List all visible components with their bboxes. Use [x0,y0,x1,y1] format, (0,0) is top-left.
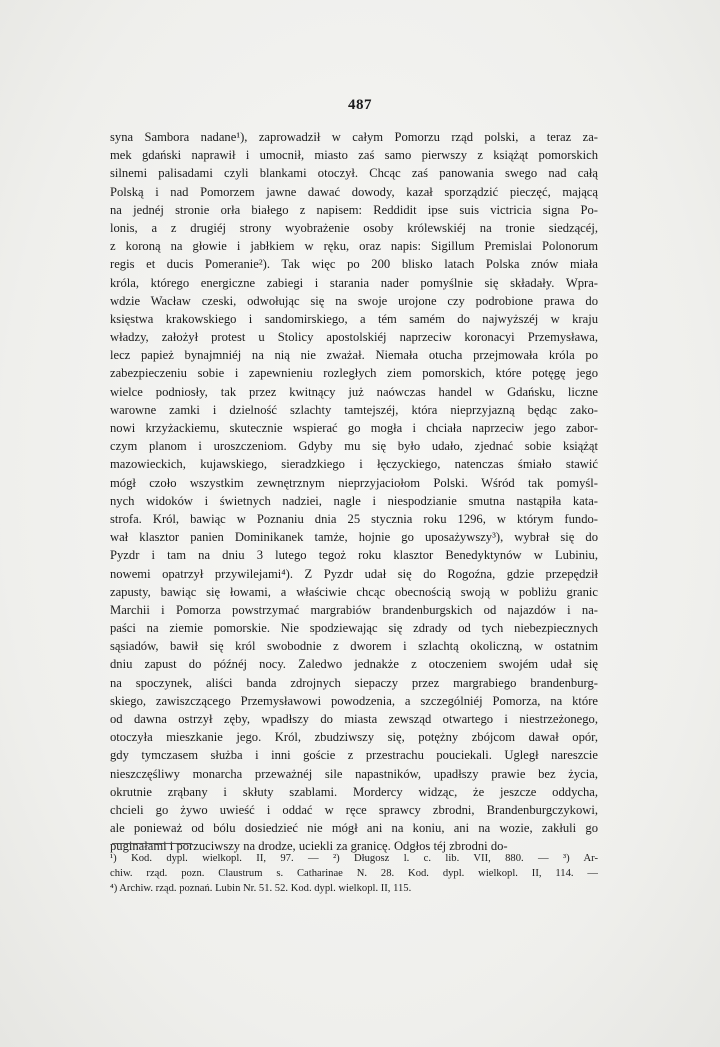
text-line: króla, którego energiczne zabiegi i starania nader pomyślnie się składały. Wpra- [110,275,598,290]
text-line: nowi krzyżackiemu, skutecznie wspierać go mogła i chciała naprzeciw jego zabor- [110,421,598,435]
footnote-line: chiw. rząd. pozn. Claustrum s. Catharinae N. 28. Kod. dypl. wielkopl. II, 114. — [110,868,598,879]
text-line: regis et ducis Pomeranie²). Tak więc po 200 blisko latach Polska znów miała [110,257,598,272]
text-line: księstwa krakowskiego i sandomirskiego, a tém samém do najwyższéj w kraju [110,311,598,326]
text-line: ale ponieważ od bólu dosiedzieć nie mógł ani na koniu, ani na wozie, zakłuli go [110,821,598,836]
text-line: wdzie Wacław czeski, odwołując się na swoje urojone czy podrobione prawa do [110,293,598,308]
text-line: warowne zamki i dzielność szlachty tamtejszéj, która nieprzyjazną będąc zako- [110,402,598,417]
text-line: lonis, a z drugiéj strony wyobrażenie osoby królewskiéj na tronie siedzącéj, [110,220,598,235]
text-line: lecz papież bynajmniéj na nią nie zważał. Niemała otucha przejmowała króla po [110,348,598,363]
text-line: silnemi palisadami czyli blankami otoczył. Chcąc zaś panowania swego nad całą [110,166,598,181]
text-line: dniu zapust do późnéj nocy. Zaledwo jednakże z otoczeniem swojém udał się [110,657,598,672]
text-line: nowemi opatrzył przywilejami⁴). Z Pyzdr udał się do Rogoźna, gdzie przepędził [110,566,598,581]
text-line: chcieli go żywo uwieść i oddać w ręce sprawcy zbrodni, Brandenburgczykowi, [110,802,598,817]
text-line: paści na ziemie pomorskie. Nie spodziewając się zdrady od tych niebezpiecznych [110,621,598,636]
text-line: skiego, zawiszczącego Przemysławowi powodzenia, a szczególniéj Pomorza, na które [110,693,598,708]
footnote-divider [112,843,192,844]
text-line: władzy, założył protest u Stolicy apostolskiéj naprzeciw koronacyi Przemysława, [110,330,598,345]
text-line: wielce podniosły, tak przez kwitnący już naówczas handel w Gdańsku, liczne [110,384,598,399]
text-line: czym planom i uroszczeniom. Gdyby mu się było udało, zjednać sobie książąt [110,439,598,454]
text-line: zabezpieczeniu sobie i zapewnieniu rozległych ziem pomorskich, które potęgę jego [110,366,598,381]
text-line: wał klasztor panien Dominikanek tamże, hojnie go uposażywszy³), wybrał się do [110,530,598,545]
footnote-line: ¹) Kod. dypl. wielkopl. II, 97. — ²) Długosz l. c. lib. VII, 880. — ³) Ar- [110,853,598,864]
text-line: z koroną na głowie i jabłkiem w ręku, oraz napis: Sigillum Premislai Polonorum [110,239,598,254]
text-line: od dawna ostrzył zęby, wpadłszy do miasta zewsząd otwartego i niestrzeżonego, [110,712,598,726]
text-line: Marchii i Pomorza powstrzymać margrabiów brandenburgskich od najazdów i na- [110,602,598,617]
text-line: nieszczęśliwy monarcha przeważnéj sile napastników, upadłszy prawie bez życia, [110,766,598,781]
text-line: Pyzdr i tam na dniu 3 lutego tegoż roku klasztor Benedyktynów w Lubiniu, [110,548,598,563]
text-line: Polską i nad Pomorzem jawne dawać dowody, kazał sporządzić pieczęć, mającą [110,184,598,199]
text-line: syna Sambora nadane¹), zaprowadził w całym Pomorzu rząd polski, a teraz za- [110,130,598,144]
text-line: na spoczynek, aliści banda zdrojnych siepaczy przez margrabiego brandenburg- [110,675,598,690]
page-number: 487 [348,97,372,113]
text-line: gdy tymczasem służba i inni goście z przestrachu pouciekali. Ugległ nareszcie [110,748,598,763]
text-line: mazowieckich, kujawskiego, sieradzkiego i łęczyckiego, natenczas śmiało stawić [110,457,598,472]
text-line: nych widoków i świetnych nadziei, nagle i niespodzianie smutna nastąpiła kata- [110,493,598,508]
text-line: zapusty, bawiąc się łowami, a właściwie chcąc obecnością swoją w pobliżu granic [110,584,598,599]
text-line: otoczyła mieszkanie jego. Król, zbudziwszy się, potężny zbójcom dawał opór, [110,730,598,745]
footnote-line: ⁴) Archiw. rząd. poznań. Lubin Nr. 51. 52. Kod. dypl. wielkopl. II, 115. [110,883,412,894]
body-text [110,128,598,856]
footnotes [110,851,598,896]
text-line: okrutnie zrąbany i skłuty szablami. Mordercy widząc, że jeszcze oddycha, [110,784,598,799]
text-line: strofa. Król, bawiąc w Poznaniu dnia 25 stycznia roku 1296, w którym fundo- [110,511,598,526]
text-line: na jednéj stronie orła białego z napisem: Reddidit ipse suis victricia signa Po- [110,202,598,217]
text-line: puginałami i porzuciwszy na drodze, uciekli za granicę. Odgłos téj zbrodni do- [110,839,508,854]
text-line: mek gdański naprawił i umocnił, miasto zaś samo pierwszy z książąt pomorskich [110,148,598,163]
text-line: mógł czoło wszystkim zewnętrznym nieprzyjaciołom Polski. Wśród tak pomyśl- [110,475,598,490]
text-line: sąsiadów, bawił się król swobodnie z dworem i szlachtą okoliczną, w ostatnim [110,639,598,654]
